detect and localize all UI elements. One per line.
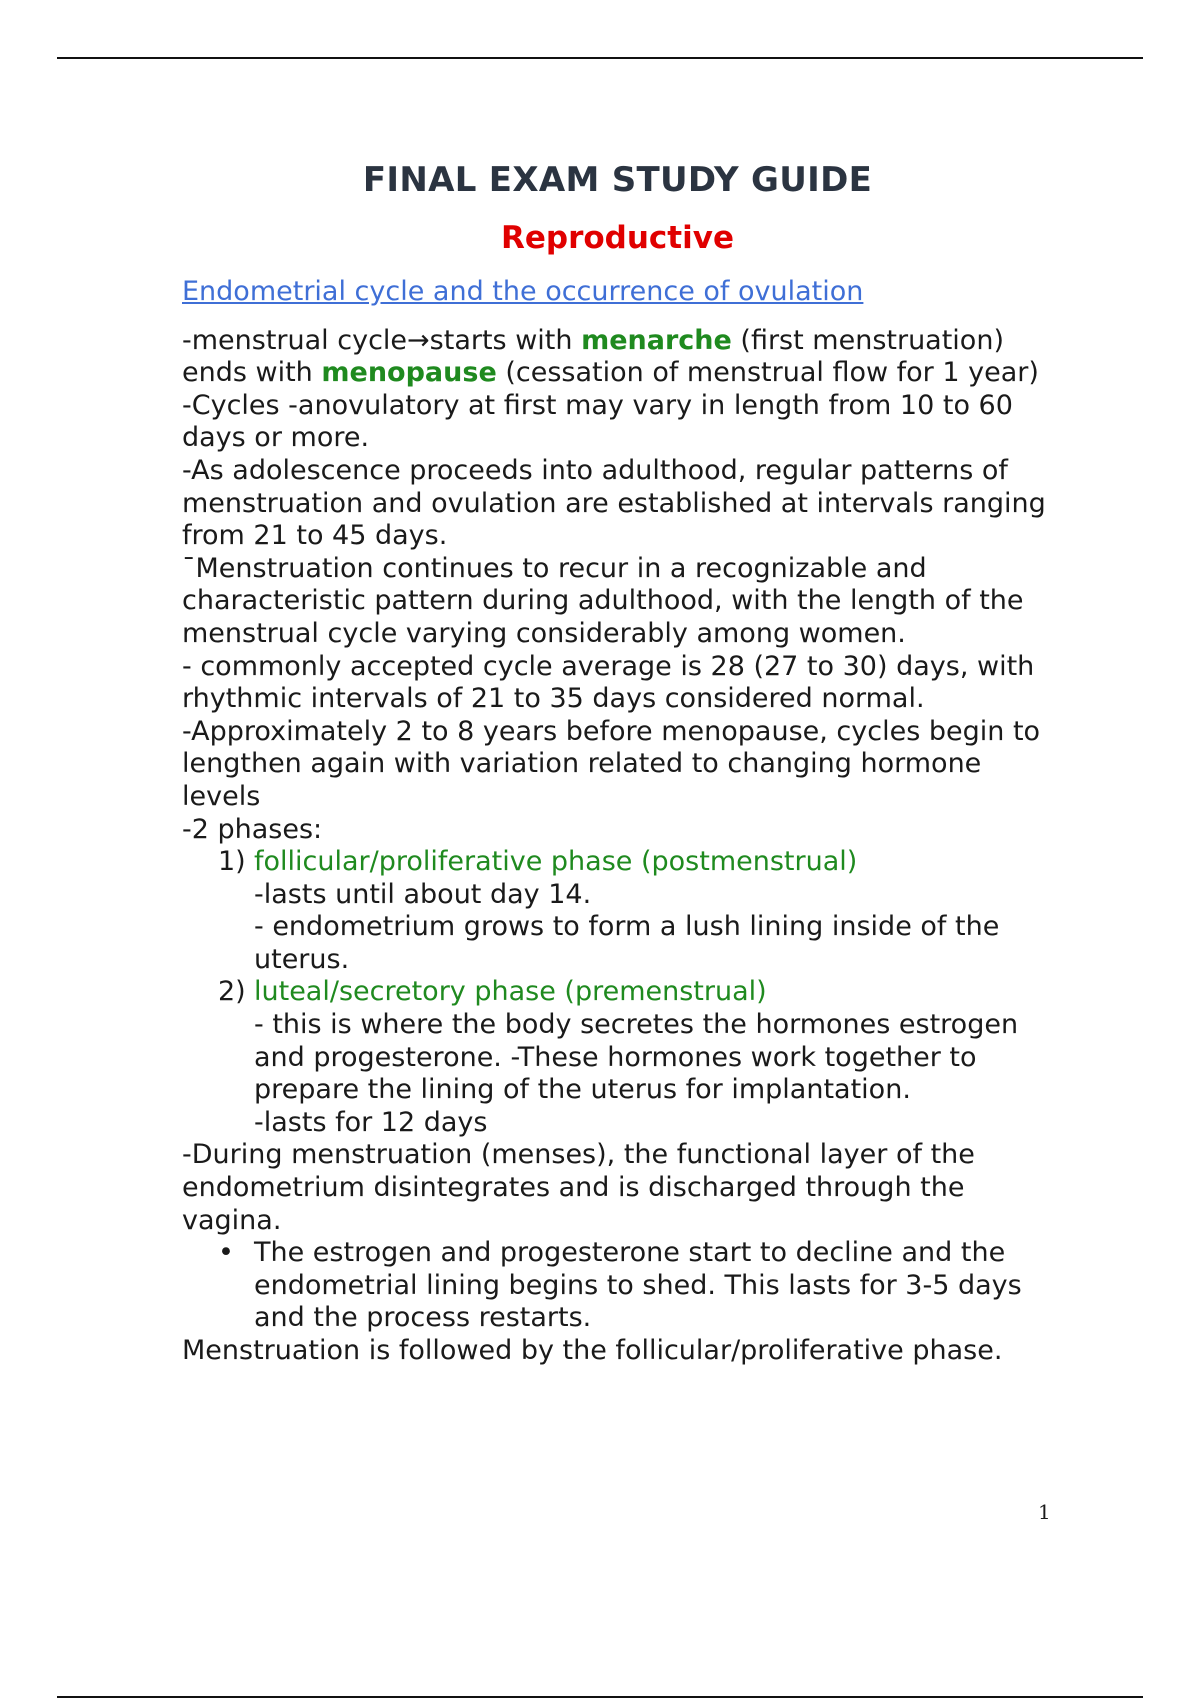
- phase-detail: - this is where the body secretes the hormones estrogen and progesterone. -These hormones work together to prepare the lining of the uterus for implantation.: [254, 1009, 1019, 1106]
- phase-name: luteal/secretory phase (premenstrual): [254, 976, 767, 1008]
- page-title: FINAL EXAM STUDY GUIDE: [362, 160, 873, 200]
- paragraph-two-phases: -2 phases:: [182, 813, 323, 845]
- phase-number: 1): [218, 846, 246, 878]
- phase-detail: - endometrium grows to form a lush lining inside of the uterus.: [254, 911, 1000, 975]
- section-heading-link[interactable]: Endometrial cycle and the occurrence of ovulation: [182, 276, 864, 307]
- phase-item: [182, 976, 1062, 1009]
- document-body: [182, 276, 1062, 1368]
- page-number: 1: [1038, 1500, 1051, 1524]
- phase-detail: -lasts until about day 14.: [254, 878, 592, 910]
- bullet-dot-icon: •: [218, 1237, 234, 1269]
- top-rule: [57, 57, 1143, 59]
- paragraph-adolescence: -As adolescence proceeds into adulthood, regular patterns of menstruation and ovulation are established at intervals ranging from 21 to 45 days.: [182, 454, 1046, 552]
- phase-detail: -lasts for 12 days: [254, 1106, 488, 1138]
- bullet-item: [182, 1237, 1062, 1335]
- term-menarche: menarche: [581, 324, 732, 356]
- paragraph-menstruation-pattern: ¯Menstruation continues to recur in a recognizable and characteristic pattern during adulthood, with the length of the menstrual cycle varying considerably among women.: [182, 552, 1024, 649]
- term-menopause: menopause: [321, 357, 497, 389]
- phase-item: [182, 846, 1062, 879]
- paragraph-cycle-average: - commonly accepted cycle average is 28 (27 to 30) days, with rhythmic intervals of 21 to 35 days considered normal.: [182, 650, 1035, 715]
- page-subtitle: Reproductive: [501, 220, 734, 256]
- paragraph-menarche: -menstrual cycle→starts with menarche (first menstruation) ends with menopause (cessation of menstrual flow for 1 year): [182, 324, 1039, 389]
- phase-number: 2): [218, 976, 246, 1008]
- phase-name: follicular/proliferative phase (postmenstrual): [254, 846, 858, 878]
- bullet-text: The estrogen and progesterone start to decline and the endometrial lining begins to shed. This lasts for 3-5 days and the process restarts.: [254, 1237, 1022, 1334]
- bottom-rule: [57, 1696, 1143, 1698]
- paragraph-before-menopause: -Approximately 2 to 8 years before menopause, cycles begin to lengthen again with variation related to changing hormone levels: [182, 715, 1041, 812]
- paragraph-cycles: -Cycles -anovulatory at first may vary in length from 10 to 60 days or more.: [182, 389, 1013, 454]
- paragraph-during-menstruation: -During menstruation (menses), the functional layer of the endometrium disintegrates and is discharged through the vagina.: [182, 1139, 975, 1236]
- paragraph-followed-by: Menstruation is followed by the follicular/proliferative phase.: [182, 1335, 1003, 1366]
